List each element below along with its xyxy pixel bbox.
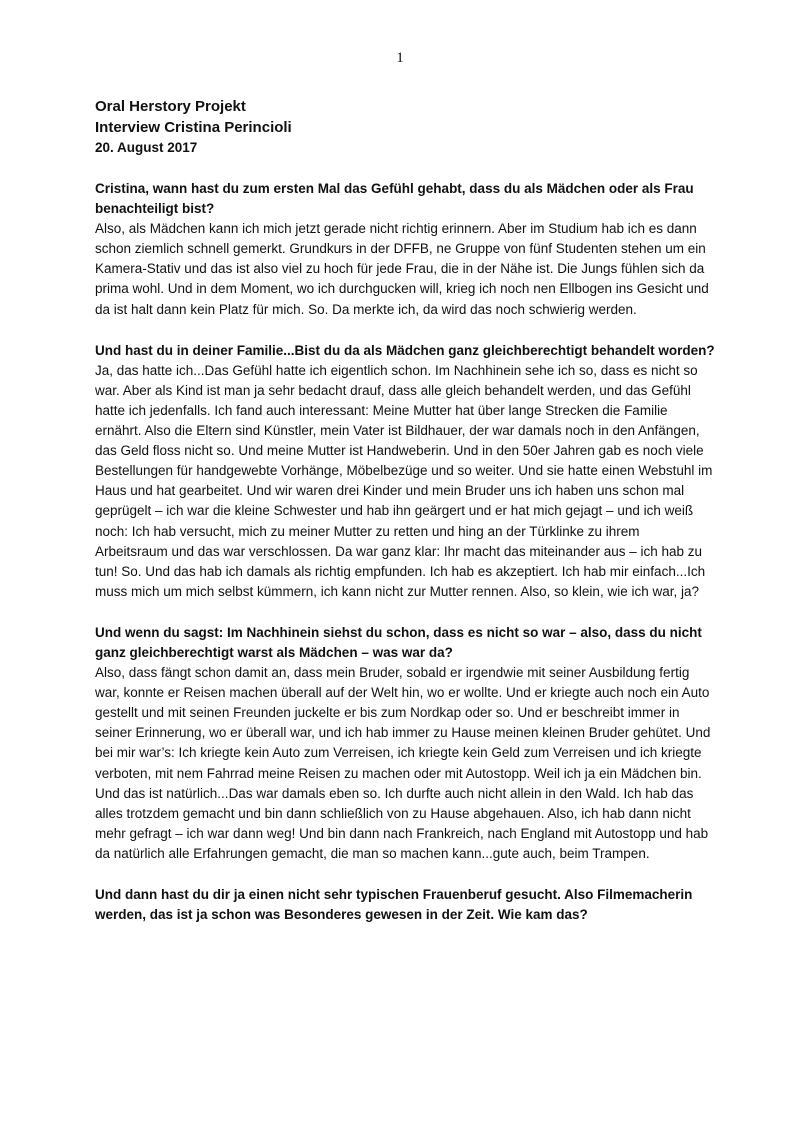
qa-block-2 [95,341,715,602]
document-header [95,96,715,158]
answer: Also, als Mädchen kann ich mich jetzt gerade nicht richtig erinnern. Aber im Studium hab ich es dann schon ziemlich schnell gemerkt. Grundkurs in der DFFB, ne Gruppe von fünf Studenten stehen um ein Kamera-Stativ und das ist also viel zu hoch für jede Frau, die in der Nähe ist. Die Jungs fühlen sich da prima wohl. Und in dem Moment, wo ich durchgucken will, krieg ich noch nen Ellbogen ins Gesicht und da ist halt dann kein Platz für mich. So. Da merkte ich, da wird das noch schwierig werden. [95,221,709,317]
question: Und dann hast du dir ja einen nicht sehr typischen Frauenberuf gesucht. Also Filmemacherin werden, das ist ja schon was Besonderes gewesen in der Zeit. Wie kam das? [95,887,693,923]
document-body [95,96,715,925]
question: Und wenn du sagst: Im Nachhinein siehst du schon, dass es nicht so war – also, dass du nicht ganz gleichberechtigt warst als Mädchen – was war da? [95,624,702,660]
qa-block-3 [95,623,715,864]
answer: Also, dass fängt schon damit an, dass mein Bruder, sobald er irgendwie mit seiner Ausbildung fertig war, konnte er Reisen machen überall auf der Welt hin, wo er wollte. Und er kriegte auch noch ein Auto gestellt und mit seinen Freunden juckelte er bis zum Nordkap oder so. Und er beschreibt immer in seiner Erinnerung, wo er überall war, und ich hab immer zu Hause meinen kleinen Bruder gehütet. Und bei mir war’s: Ich kriegte kein Auto zum Verreisen, ich kriegte kein Geld zum Verreisen und ich kriegte verboten, mit nem Fahrrad meine Reisen zu machen oder mit Autostopp. Weil ich ja ein Mädchen bin. Und das ist natürlich...Das war damals eben so. Ich durfte auch nicht allein in den Wald. Ich hab das alles trotzdem gemacht und bin dann schließlich von zu Hause abgehauen. Also, ich hab dann nicht mehr gefragt – ich war dann weg! Und bin dann nach Frankreich, nach England mit Autostopp und hab da natürlich alle Erfahrungen gemacht, die man so machen kann...gute auch, beim Trampen. [95,665,711,861]
interview-title: Interview Cristina Perincioli [95,119,292,136]
qa-block-4 [95,885,715,925]
question: Cristina, wann hast du zum ersten Mal das Gefühl gehabt, dass du als Mädchen oder als Frau benachteiligt bist? [95,181,694,217]
question: Und hast du in deiner Familie...Bist du da als Mädchen ganz gleichberechtigt behandelt worden? [95,342,715,358]
page-number: 1 [396,50,404,66]
answer: Ja, das hatte ich...Das Gefühl hatte ich eigentlich schon. Im Nachhinein sehe ich so, dass es nicht so war. Aber als Kind ist man ja sehr bedacht drauf, dass alle gleich behandelt werden, und das Gefühl hatte ich jedenfalls. Ich fand auch interessant: Meine Mutter hat über lange Strecken die Familie ernährt. Also die Eltern sind Künstler, mein Vater ist Bildhauer, der war damals noch in den Anfängen, das Geld floss nicht so. Und meine Mutter ist Handweberin. Und in den 50er Jahren gab es noch viele Bestellungen für handgewebte Vorhänge, Möbelbezüge und so weiter. Und sie hatte einen Webstuhl im Haus und hat gearbeitet. Und wir waren drei Kinder und mein Bruder uns ich haben uns schon mal geprügelt – ich war die kleine Schwester und hab ihn geärgert und er hat mich gejagt – und ich weiß noch: Ich hab versucht, mich zu meiner Mutter zu retten und hing an der Türklinke zu ihrem Arbeitsraum und das war verschlossen. Da war ganz klar: Ihr macht das miteinander aus – ich hab zu tun! So. Und das hab ich damals als richtig empfunden. Ich hab es akzeptiert. Ich hab mir einfach...Ich muss mich um mich selbst kümmern, ich kann nicht zur Mutter rennen. Also, so klein, wie ich war, ja? [95,362,713,599]
project-title: Oral Herstory Projekt [95,98,246,115]
qa-block-1 [95,179,715,320]
interview-date: 20. August 2017 [95,140,198,155]
